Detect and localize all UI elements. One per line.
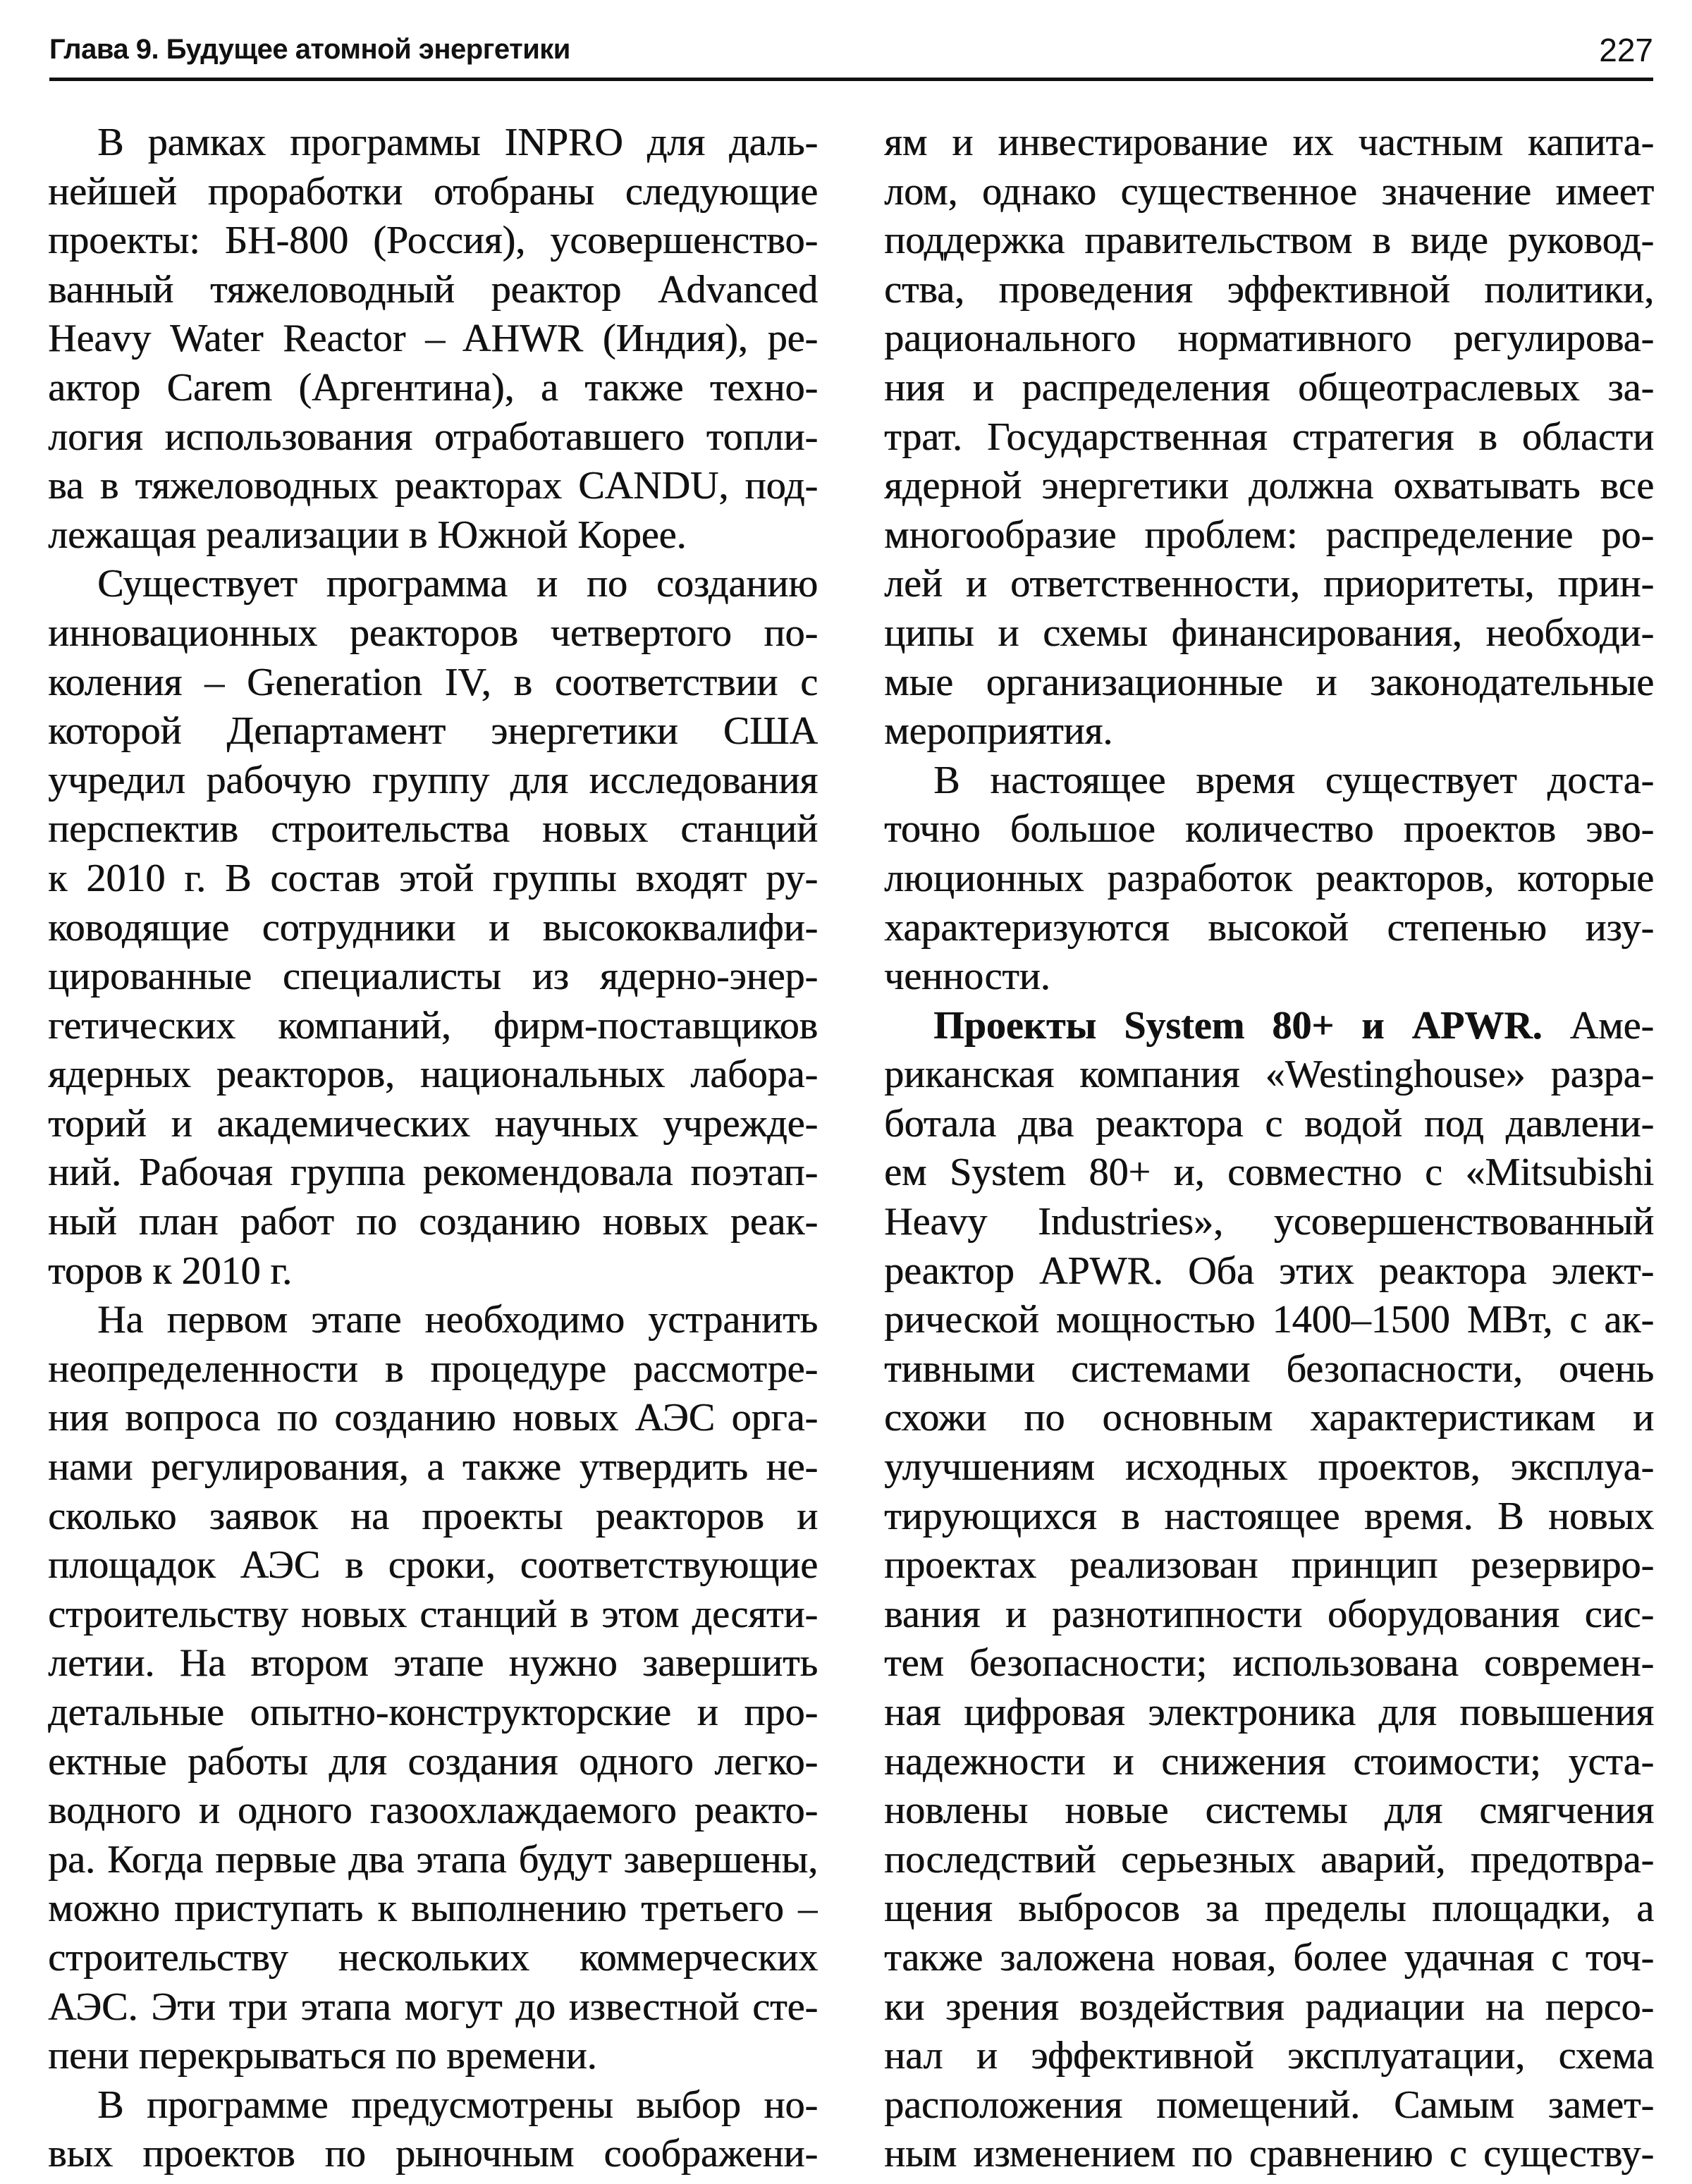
- line-text: ядерной энергетики должна охватывать все: [884, 464, 1654, 508]
- line-text: ки зрения воздействия радиации на персо-: [884, 1984, 1654, 2029]
- text-line: [48, 118, 818, 168]
- line-text: ководящие сотрудники и высококвалифи-: [48, 905, 818, 950]
- text-line: [884, 1836, 1654, 1885]
- text-line: [48, 1443, 818, 1492]
- text-line: [884, 1394, 1654, 1443]
- line-text: характеризуются высокой степенью изу-: [884, 905, 1654, 950]
- line-text: можно приступать к выполнению третьего –: [48, 1887, 818, 1931]
- text-line: [48, 952, 818, 1002]
- line-text: проектах реализован принцип резервиро-: [884, 1543, 1654, 1588]
- text-line: [884, 707, 1654, 756]
- text-line: [48, 560, 818, 609]
- text-line: [48, 1786, 818, 1836]
- text-line: [884, 1148, 1654, 1198]
- line-text: торов к 2010 г.: [48, 1249, 293, 1293]
- text-line: [48, 854, 818, 904]
- text-line: [884, 1296, 1654, 1345]
- line-text: поддержка правительством в виде руковод-: [884, 219, 1654, 263]
- line-text: водного и одного газоохлаждаемого реакто-: [48, 1789, 818, 1833]
- section-run-in-heading: Проекты System 80+ и APWR.: [933, 1003, 1543, 1048]
- line-text: Аме-: [1542, 1003, 1654, 1048]
- text-line: [884, 1247, 1654, 1296]
- line-text: к 2010 г. В состав этой группы входят ру-: [48, 856, 818, 900]
- line-text: многообразие проблем: распределение ро-: [884, 513, 1654, 557]
- line-text: тивными системами безопасности, очень: [884, 1346, 1654, 1391]
- line-text: инновационных реакторов четвертого по-: [48, 611, 818, 655]
- line-text: лом, однако существенное значение имеет: [884, 169, 1654, 214]
- text-line: [48, 1394, 818, 1443]
- line-text: тем безопасности; использована современ-: [884, 1641, 1654, 1686]
- text-line: [48, 364, 818, 413]
- text-line: [48, 707, 818, 756]
- line-text: нами регулирования, а также утвердить не-: [48, 1445, 818, 1490]
- line-text: ванный тяжеловодный реактор Advanced: [48, 267, 818, 312]
- line-text: щения выбросов за пределы площадки, а: [884, 1887, 1654, 1931]
- text-line: [884, 364, 1654, 413]
- line-text: лей и ответственности, приоритеты, прин-: [884, 562, 1654, 606]
- text-line: [48, 805, 818, 854]
- text-line: [48, 658, 818, 708]
- line-text: ная цифровая электроника для повышения: [884, 1691, 1654, 1734]
- line-text: надежности и снижения стоимости; уста-: [884, 1739, 1654, 1784]
- line-text: В настоящее время существует доста-: [933, 758, 1654, 802]
- line-text: учредил рабочую группу для исследования: [48, 758, 818, 802]
- line-text: схожи по основным характеристикам и: [884, 1396, 1654, 1440]
- text-line: [48, 462, 818, 511]
- chapter-title: Глава 9. Будущее атомной энергетики: [49, 34, 570, 65]
- text-line: [884, 1443, 1654, 1492]
- text-line: [884, 805, 1654, 854]
- line-text: На первом этапе необходимо устранить: [97, 1298, 818, 1342]
- line-text: торий и академических научных учрежде-: [48, 1101, 818, 1146]
- line-text: ный план работ по созданию новых реак-: [48, 1200, 818, 1244]
- line-text: коления – Generation IV, в соответствии с: [48, 660, 818, 704]
- text-line: [884, 560, 1654, 609]
- line-text: ния вопроса по созданию новых АЭС орга-: [48, 1396, 818, 1440]
- text-line: [48, 1590, 818, 1640]
- line-text: трат. Государственная стратегия в области: [884, 415, 1654, 459]
- line-text: люционных разработок реакторов, которые: [884, 856, 1654, 900]
- text-line: [48, 1738, 818, 1787]
- text-line: [48, 2130, 818, 2179]
- text-line: [48, 1983, 818, 2032]
- text-line: [48, 1639, 818, 1688]
- line-text: вых проектов по рыночным соображени-: [48, 2132, 818, 2176]
- line-text: последствий серьезных аварий, предотвра-: [884, 1837, 1654, 1882]
- text-line: [884, 1050, 1654, 1100]
- line-text: ным изменением по сравнению с существу-: [884, 2132, 1654, 2176]
- line-text: детальные опытно-конструкторские и про-: [48, 1691, 818, 1734]
- line-text: площадок АЭС в сроки, соответствующие: [48, 1543, 818, 1588]
- page-number: 227: [1599, 32, 1653, 68]
- text-line: [48, 904, 818, 953]
- line-text: нейшей проработки отобраны следующие: [48, 169, 818, 214]
- line-text: реактор APWR. Оба этих реактора элект-: [884, 1249, 1654, 1293]
- line-text: проекты: БН-800 (Россия), усовершенство-: [48, 219, 818, 263]
- text-line: [884, 1100, 1654, 1149]
- line-text: рической мощностью 1400–1500 МВт, с ак-: [884, 1298, 1654, 1342]
- text-line: [48, 1247, 818, 1296]
- line-text: ра. Когда первые два этапа будут завершены,: [48, 1837, 818, 1882]
- text-line: [884, 1786, 1654, 1836]
- text-line: [48, 266, 818, 315]
- line-text: вания и разнотипности оборудования сис-: [884, 1592, 1654, 1636]
- text-line: [884, 2130, 1654, 2179]
- text-line: [884, 1934, 1654, 1983]
- text-line: [48, 1541, 818, 1590]
- line-text: ва в тяжеловодных реакторах CANDU, под-: [48, 464, 818, 508]
- line-text: Существует программа и по созданию: [97, 562, 818, 606]
- line-text: В рамках программы INPRO для даль-: [97, 121, 818, 164]
- text-line: [884, 1002, 1654, 1051]
- text-line: [48, 1688, 818, 1738]
- text-line: [884, 266, 1654, 315]
- text-line: [884, 952, 1654, 1002]
- text-line: [48, 1002, 818, 1051]
- text-line: [884, 1983, 1654, 2032]
- line-text: ципы и схемы финансирования, необходи-: [884, 611, 1654, 655]
- line-text: сколько заявок на проекты реакторов и: [48, 1494, 818, 1538]
- line-text: мероприятия.: [884, 709, 1113, 754]
- line-text: риканская компания «Westinghouse» разра-: [884, 1053, 1654, 1097]
- text-column-left: [48, 118, 818, 2179]
- text-line: [884, 1492, 1654, 1542]
- line-text: Heavy Industries», усовершенствованный: [884, 1200, 1654, 1244]
- line-text: логия использования отработавшего топли-: [48, 415, 818, 459]
- text-line: [884, 658, 1654, 708]
- line-text: В программе предусмотрены выбор но-: [97, 2082, 818, 2127]
- line-text: рационального нормативного регулирова-: [884, 317, 1654, 361]
- text-line: [884, 854, 1654, 904]
- line-text: АЭС. Эти три этапа могут до известной сте-: [48, 1984, 818, 2029]
- line-text: нал и эффективной эксплуатации, схема: [884, 2034, 1654, 2078]
- text-line: [48, 1934, 818, 1983]
- text-line: [884, 1590, 1654, 1640]
- line-text: точно большое количество проектов эво-: [884, 807, 1654, 852]
- text-line: [884, 1345, 1654, 1394]
- text-line: [884, 118, 1654, 168]
- text-line: [48, 1050, 818, 1100]
- text-line: [884, 1639, 1654, 1688]
- text-line: [48, 1148, 818, 1198]
- line-text: ем System 80+ и, совместно с «Mitsubishi: [884, 1151, 1654, 1195]
- line-text: актор Carem (Аргентина), а также техно-: [48, 365, 818, 410]
- text-line: [884, 462, 1654, 511]
- text-line: [48, 1492, 818, 1542]
- line-text: ям и инвестирование их частным капита-: [884, 121, 1654, 164]
- text-line: [884, 1198, 1654, 1247]
- line-text: новлены новые системы для смягчения: [884, 1789, 1654, 1833]
- line-text: строительству новых станций в этом десяти-: [48, 1592, 818, 1636]
- text-line: [884, 1738, 1654, 1787]
- line-text: Heavy Water Reactor – AHWR (Индия), ре-: [48, 317, 818, 361]
- line-text: пени перекрываться по времени.: [48, 2034, 597, 2078]
- text-line: [884, 904, 1654, 953]
- line-text: ченности.: [884, 955, 1050, 999]
- line-text: ядерных реакторов, национальных лабора-: [48, 1053, 818, 1097]
- line-text: неопределенности в процедуре рассмотре-: [48, 1346, 818, 1391]
- running-header: [49, 28, 1653, 78]
- text-line: [48, 756, 818, 806]
- line-text: ектные работы для создания одного легко-: [48, 1739, 818, 1784]
- line-text: ботала два реактора с водой под давлени-: [884, 1101, 1654, 1146]
- text-line: [48, 1100, 818, 1149]
- text-line: [884, 413, 1654, 462]
- text-line: [884, 314, 1654, 364]
- line-text: перспектив строительства новых станций: [48, 807, 818, 852]
- line-text: ства, проведения эффективной политики,: [884, 267, 1654, 312]
- line-text: улучшениям исходных проектов, эксплуа-: [884, 1445, 1654, 1490]
- text-line: [48, 168, 818, 217]
- text-line: [884, 2081, 1654, 2130]
- text-line: [48, 1345, 818, 1394]
- text-line: [884, 2032, 1654, 2081]
- header-rule: [49, 78, 1653, 81]
- line-text: строительству нескольких коммерческих: [48, 1935, 818, 1980]
- text-line: [884, 511, 1654, 560]
- text-line: [48, 314, 818, 364]
- text-line: [48, 1296, 818, 1345]
- text-line: [48, 1836, 818, 1885]
- line-text: летии. На втором этапе нужно завершить: [48, 1641, 818, 1686]
- text-line: [48, 2032, 818, 2081]
- line-text: тирующихся в настоящее время. В новых: [884, 1494, 1654, 1538]
- text-line: [48, 1198, 818, 1247]
- text-line: [884, 1688, 1654, 1738]
- line-text: гетических компаний, фирм-поставщиков: [48, 1003, 818, 1048]
- line-text: расположения помещений. Самым замет-: [884, 2082, 1654, 2127]
- text-column-right: [884, 118, 1654, 2179]
- text-line: [48, 2081, 818, 2130]
- text-line: [884, 1884, 1654, 1934]
- line-text: лежащая реализации в Южной Корее.: [48, 513, 687, 557]
- text-line: [884, 609, 1654, 658]
- text-line: [48, 1884, 818, 1934]
- text-line: [884, 756, 1654, 806]
- text-line: [884, 168, 1654, 217]
- line-text: которой Департамент энергетики США: [48, 709, 818, 754]
- text-line: [48, 216, 818, 266]
- text-line: [884, 216, 1654, 266]
- line-text: также заложена новая, более удачная с точ-: [884, 1935, 1654, 1980]
- text-line: [48, 413, 818, 462]
- line-text: ния и распределения общеотраслевых за-: [884, 365, 1654, 410]
- text-line: [48, 609, 818, 658]
- line-text: ний. Рабочая группа рекомендовала поэтап-: [48, 1151, 818, 1195]
- line-text: мые организационные и законодательные: [884, 660, 1654, 704]
- text-line: [48, 511, 818, 560]
- line-text: цированные специалисты из ядерно-энер-: [48, 955, 818, 999]
- text-line: [884, 1541, 1654, 1590]
